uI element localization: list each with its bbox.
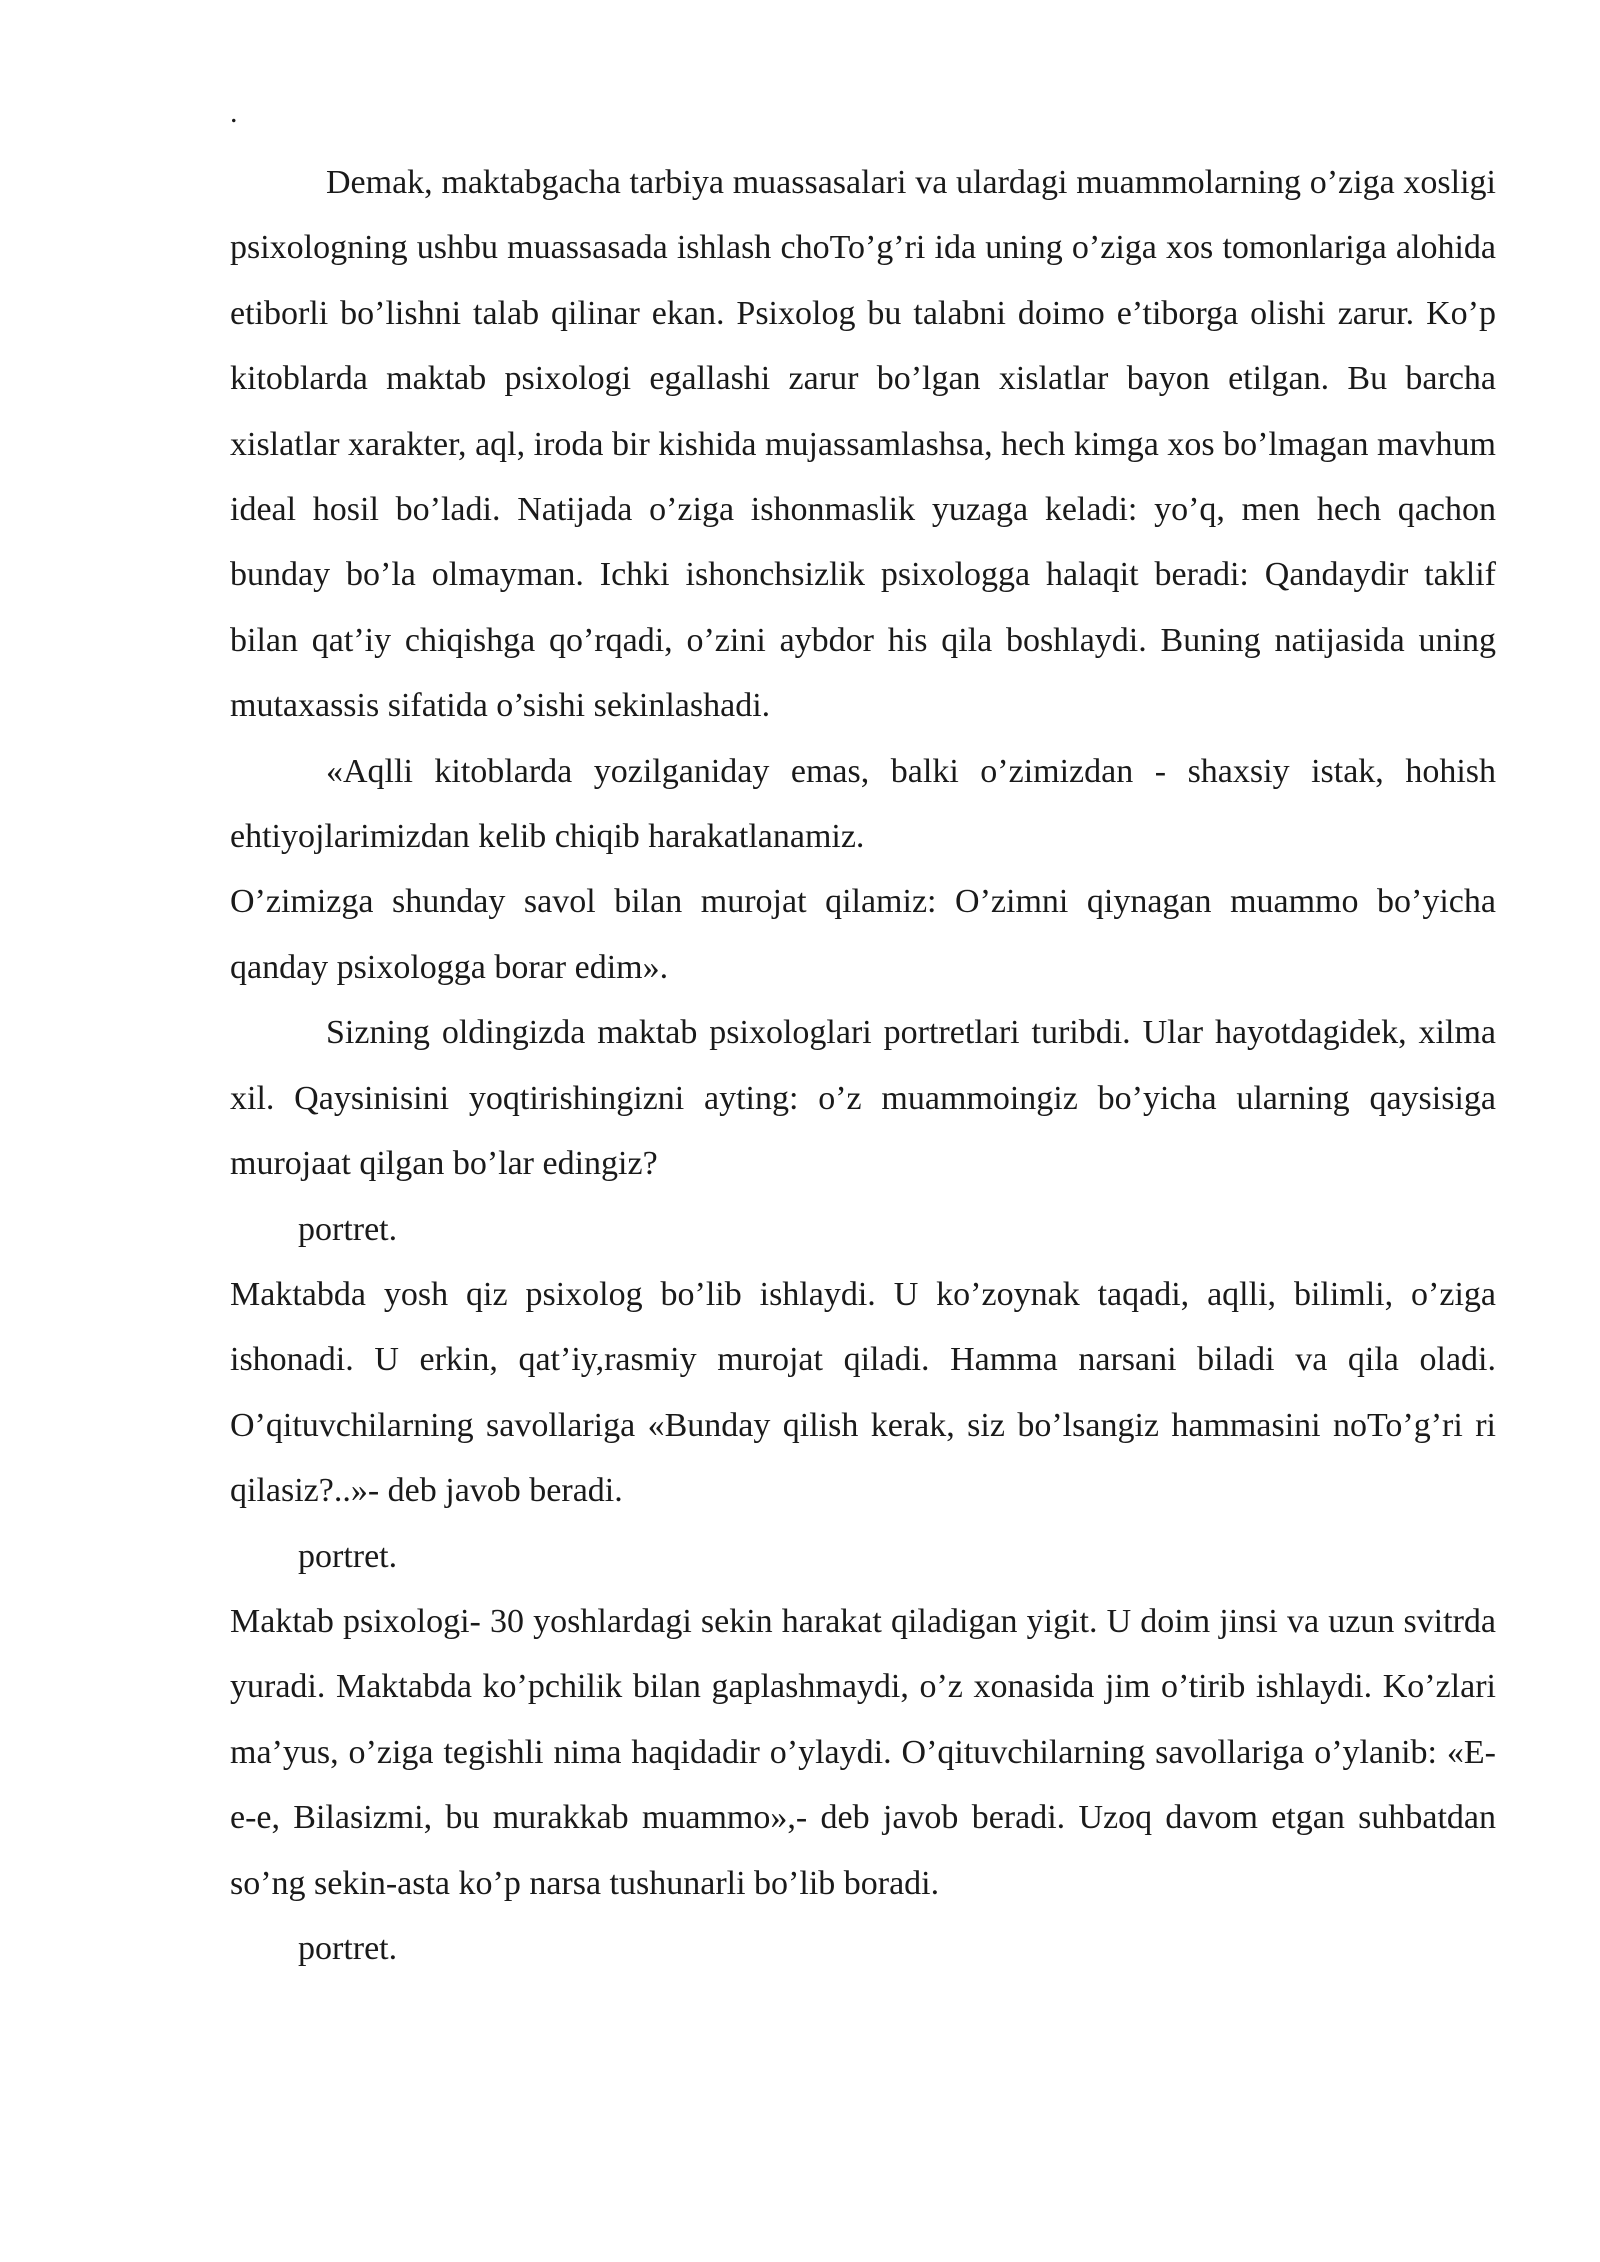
paragraph-quote-start: «Aqlli kitoblarda yozilganiday emas, balki o’zimizdan - shaxsiy istak, hohish ehtiyojlarimizdan kelib chiqib harakatlanamiz. xyxy=(230,752,1496,856)
paragraph-intro: Demak, maktabgacha tarbiya muassasalari va ulardagi muammolarning o’ziga xosligi psixologning ushbu muassasada ishlash choTo’g’ri ida uning o’ziga xos tomonlariga alohida etiborli bo’lishni talab qilinar ekan. Psixolog bu talabni doimo e’tiborga olishi zarur. Ko’p kitoblarda maktab psixologi egallashi zarur bo’lgan xislatlar bayon etilgan. Bu barcha xislatlar xarakter, aql, iroda bir kishida mujassamlashsa, hech kimga xos bo’lmagan mavhum ideal hosil bo’ladi. Natijada o’ziga ishonmaslik yuzaga keladi: yo’q, men hech qachon bunday bo’la olmayman. Ichki ishonchsizlik psixologga halaqit beradi: Qandaydir taklif bilan qat’iy chiqishga qo’rqadi, o’zini aybdor his qila boshlaydi. Buning natijasida uning mutaxassis sifatida o’sishi sekinlashadi. xyxy=(230,164,1496,725)
paragraph-portraits-intro: Sizning oldingizda maktab psixologlari portretlari turibdi. Ular hayotdagidek, xilma xil. Qaysinisini yoqtirishingizni ayting: o’z muammoingiz bo’yicha ularning qaysisiga murojaat qilgan bo’lar edingiz? xyxy=(230,1014,1496,1183)
paragraph-portrait-2: Maktab psixologi- 30 yoshlardagi sekin harakat qiladigan yigit. U doim jinsi va uzun svitrda yuradi. Maktabda ko’pchilik bilan gaplashmaydi, o’z xonasida jim o’tirib ishlaydi. Ko’zlari ma’yus, o’ziga tegishli nima haqidadir o’ylaydi. O’qituvchilarning savollariga o’ylanib: «E-e-e, Bilasizmi, bu murakkab muammo»,- deb javob beradi. Uzoq davom etgan suhbatdan so’ng sekin-asta ko’p narsa tushunarli bo’lib boradi. xyxy=(230,1602,1496,1902)
leading-mark: . xyxy=(230,96,238,129)
portrait-label-1: portret. xyxy=(298,1210,398,1248)
portrait-label-3: portret. xyxy=(298,1929,398,1967)
document-page xyxy=(230,98,1496,1981)
paragraph-quote-end: O’zimizga shunday savol bilan murojat qilamiz: O’zimni qiynagan muammo bo’yicha qanday psixologga borar edim». xyxy=(230,883,1496,986)
portrait-label-2: portret. xyxy=(298,1537,398,1575)
paragraph-portrait-1: Maktabda yosh qiz psixolog bo’lib ishlaydi. U ko’zoynak taqadi, aqlli, bilimli, o’ziga ishonadi. U erkin, qat’iy,rasmiy murojat qiladi. Hamma narsani biladi va qila oladi. O’qituvchilarning savollariga «Bunday qilish kerak, siz bo’lsangiz hammasini noTo’g’ri ri qilasiz?..»- deb javob beradi. xyxy=(230,1275,1496,1510)
